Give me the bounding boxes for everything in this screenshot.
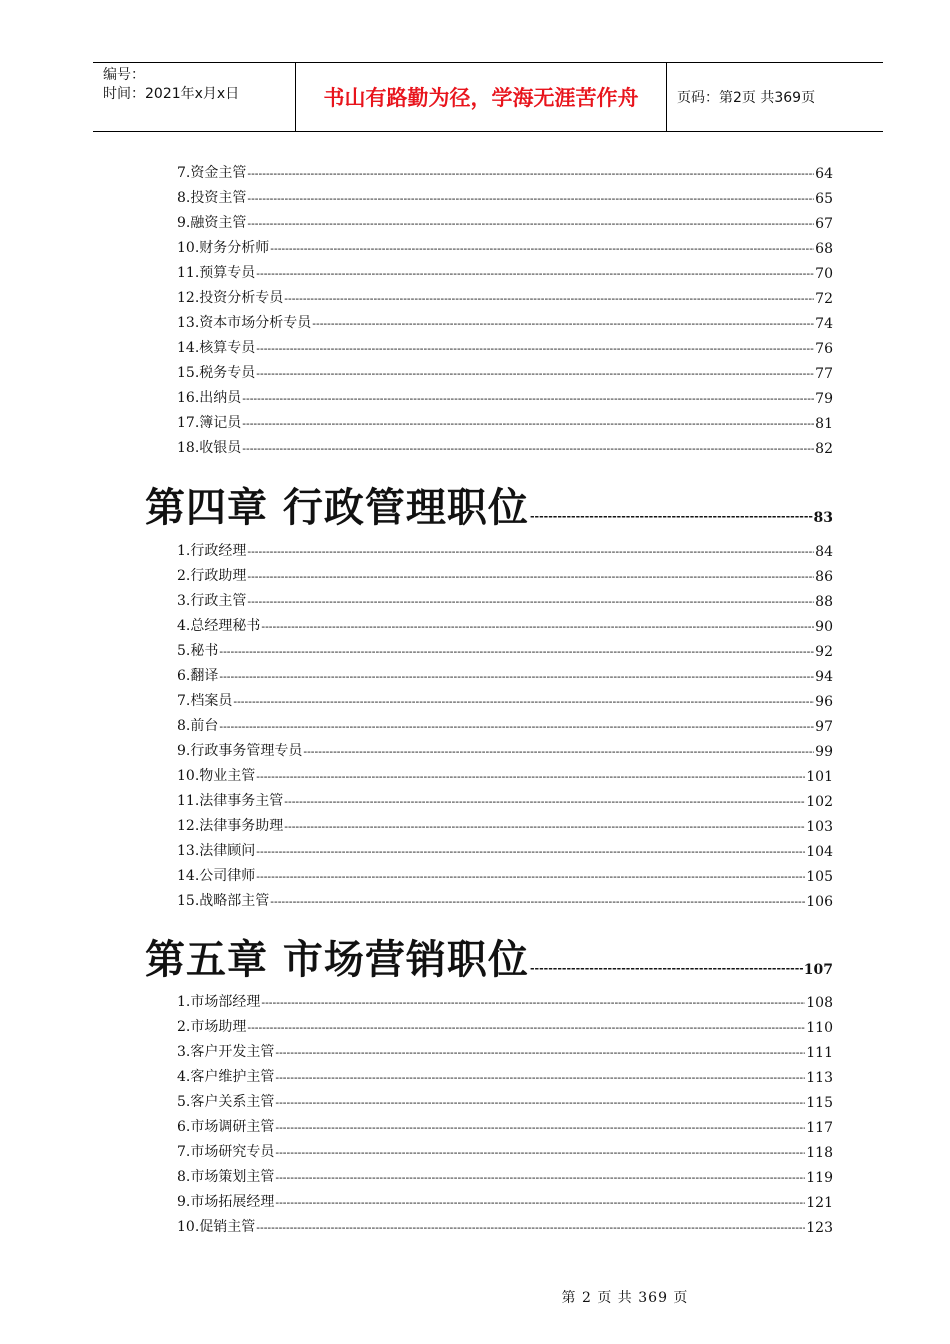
- toc-entry[interactable]: [177, 282, 833, 307]
- dot-leader: [270, 894, 805, 910]
- dot-leader: [242, 441, 814, 457]
- toc-entry-label: 13.资本市场分析专员: [177, 315, 312, 331]
- toc-entry[interactable]: [177, 407, 833, 432]
- toc-entry[interactable]: [177, 685, 833, 710]
- toc-entry[interactable]: [177, 1136, 833, 1161]
- dot-leader: [219, 644, 814, 660]
- toc-entry-label: 4.客户维护主管: [177, 1069, 275, 1085]
- dot-leader: [261, 619, 814, 635]
- dot-leader: [312, 316, 814, 332]
- toc-entry-page: 113: [806, 1070, 833, 1086]
- toc-entry-label: 9.市场拓展经理: [177, 1194, 275, 1210]
- dot-leader: [303, 744, 814, 760]
- page-header: [93, 62, 883, 132]
- dot-leader: [275, 1195, 805, 1211]
- toc-entry-page: 81: [815, 416, 833, 432]
- dot-leader: [275, 1145, 805, 1161]
- dot-leader: [247, 544, 814, 560]
- toc-entry[interactable]: [177, 1186, 833, 1211]
- toc-entry-label: 10.财务分析师: [177, 240, 270, 256]
- toc-entry[interactable]: [177, 307, 833, 332]
- toc-entry-page: 101: [806, 769, 833, 785]
- dot-leader: [256, 266, 814, 282]
- toc-entry-page: 74: [815, 316, 833, 332]
- toc-entry[interactable]: [177, 610, 833, 635]
- dot-leader: [256, 1220, 805, 1236]
- toc-entry-label: 1.市场部经理: [177, 994, 261, 1010]
- toc-entry[interactable]: [177, 810, 833, 835]
- toc-entry-page: 84: [815, 544, 833, 560]
- toc-entry-page: 90: [815, 619, 833, 635]
- toc-entry-page: 76: [815, 341, 833, 357]
- toc-entry[interactable]: [177, 1061, 833, 1086]
- toc-entry-page: 111: [806, 1045, 833, 1061]
- dot-leader: [242, 416, 814, 432]
- toc-entry-page: 123: [806, 1220, 833, 1236]
- toc-entry[interactable]: [177, 1161, 833, 1186]
- toc-entry-label: 16.出纳员: [177, 390, 242, 406]
- toc-entry-page: 115: [806, 1095, 833, 1111]
- toc-entry[interactable]: [177, 660, 833, 685]
- toc-entry-page: 86: [815, 569, 833, 585]
- toc-entry[interactable]: [177, 207, 833, 232]
- toc-entry-label: 14.核算专员: [177, 340, 256, 356]
- toc-entry[interactable]: [177, 986, 833, 1011]
- dot-leader: [256, 769, 805, 785]
- dot-leader: [275, 1120, 805, 1136]
- dot-leader: [256, 869, 805, 885]
- toc-entry-page: 88: [815, 594, 833, 610]
- toc-entry-label: 11.法律事务主管: [177, 793, 284, 809]
- toc-entry-page: 104: [806, 844, 833, 860]
- toc-entry-label: 8.前台: [177, 718, 219, 734]
- chapter-title: 第五章 市场营销职位: [145, 936, 529, 983]
- dot-leader: [233, 694, 814, 710]
- toc-entry-page: 102: [806, 794, 833, 810]
- toc-entry-label: 4.总经理秘书: [177, 618, 261, 634]
- dot-leader: [256, 366, 814, 382]
- toc-entry[interactable]: [177, 710, 833, 735]
- toc-entry-label: 6.翻译: [177, 668, 219, 684]
- dot-leader: [219, 719, 814, 735]
- toc-entry-label: 6.市场调研主管: [177, 1119, 275, 1135]
- toc-section-marketing: [177, 986, 833, 1236]
- footer-page-number: 第 2 页 共 369 页: [561, 1290, 689, 1306]
- dot-leader: [247, 569, 814, 585]
- dot-leader: [247, 191, 814, 207]
- header-page-label: 页码：第2页 共369页: [677, 90, 816, 106]
- toc-section-finance: [177, 157, 833, 457]
- toc-entry-page: 94: [815, 669, 833, 685]
- toc-entry-page: 92: [815, 644, 833, 660]
- toc-entry[interactable]: [177, 1111, 833, 1136]
- toc-entry-label: 7.市场研究专员: [177, 1144, 275, 1160]
- chapter-page: 83: [813, 510, 833, 526]
- toc-entry-label: 15.税务专员: [177, 365, 256, 381]
- toc-entry-label: 10.物业主管: [177, 768, 256, 784]
- dot-leader: [256, 341, 814, 357]
- toc-entry[interactable]: [177, 182, 833, 207]
- toc-entry-page: 103: [806, 819, 833, 835]
- toc-entry-label: 10.促销主管: [177, 1219, 256, 1235]
- toc-entry-label: 2.行政助理: [177, 568, 247, 584]
- toc-entry[interactable]: [177, 157, 833, 182]
- toc-entry-label: 11.预算专员: [177, 265, 256, 281]
- toc-entry-page: 82: [815, 441, 833, 457]
- toc-entry[interactable]: [177, 760, 833, 785]
- dot-leader: [247, 1020, 805, 1036]
- header-meta: [93, 63, 295, 131]
- toc-entry-label: 13.法律顾问: [177, 843, 256, 859]
- toc-entry[interactable]: [177, 357, 833, 382]
- toc-entry[interactable]: [177, 885, 833, 910]
- dot-leader: [247, 594, 814, 610]
- toc-entry[interactable]: [177, 232, 833, 257]
- toc-entry-label: 12.投资分析专员: [177, 290, 284, 306]
- toc-entry-page: 99: [815, 744, 833, 760]
- toc-entry-page: 97: [815, 719, 833, 735]
- dot-leader: [242, 391, 814, 407]
- toc-entry-page: 118: [806, 1145, 833, 1161]
- dot-leader: [275, 1045, 805, 1061]
- toc-entry-label: 15.战略部主管: [177, 893, 270, 909]
- dot-leader: [270, 241, 814, 257]
- chapter-title: 第四章 行政管理职位: [145, 484, 529, 531]
- number-label: 编号：: [103, 67, 145, 83]
- toc-entry-page: 79: [815, 391, 833, 407]
- toc-entry-label: 8.投资主管: [177, 190, 247, 206]
- toc-entry[interactable]: [177, 257, 833, 282]
- time-label: 时间：2021年x月x日: [103, 86, 240, 102]
- toc-entry-page: 68: [815, 241, 833, 257]
- chapter-page: 107: [803, 962, 833, 978]
- toc-entry-label: 2.市场助理: [177, 1019, 247, 1035]
- toc-section-admin: [177, 535, 833, 910]
- dot-leader: [219, 669, 814, 685]
- dot-leader: [247, 166, 814, 182]
- dot-leader: [530, 962, 803, 976]
- toc-entry[interactable]: [177, 585, 833, 610]
- dot-leader: [284, 819, 805, 835]
- toc-entry-label: 18.收银员: [177, 440, 242, 456]
- toc-entry[interactable]: [177, 635, 833, 660]
- toc-entry-page: 110: [806, 1020, 833, 1036]
- toc-entry-label: 3.客户开发主管: [177, 1044, 275, 1060]
- toc-entry[interactable]: [177, 432, 833, 457]
- dot-leader: [284, 794, 805, 810]
- toc-entry-label: 9.融资主管: [177, 215, 247, 231]
- toc-entry[interactable]: [177, 560, 833, 585]
- toc-entry-page: 65: [815, 191, 833, 207]
- toc-entry-label: 9.行政事务管理专员: [177, 743, 303, 759]
- toc-entry-page: 72: [815, 291, 833, 307]
- header-motto: 书山有路勤为径，学海无涯苦作舟: [295, 63, 667, 131]
- toc-entry-label: 7.档案员: [177, 693, 233, 709]
- page-footer: [0, 1287, 950, 1307]
- toc-entry[interactable]: [177, 1036, 833, 1061]
- toc-entry[interactable]: [177, 332, 833, 357]
- toc-entry-page: 67: [815, 216, 833, 232]
- chapter-heading-5[interactable]: [145, 930, 833, 982]
- dot-leader: [256, 844, 805, 860]
- toc-entry[interactable]: [177, 835, 833, 860]
- toc-entry-page: 96: [815, 694, 833, 710]
- toc-entry[interactable]: [177, 1086, 833, 1111]
- toc-entry-page: 64: [815, 166, 833, 182]
- toc-entry-label: 8.市场策划主管: [177, 1169, 275, 1185]
- toc-entry[interactable]: [177, 382, 833, 407]
- dot-leader: [530, 510, 813, 524]
- toc-entry-page: 117: [806, 1120, 833, 1136]
- toc-entry-page: 121: [806, 1195, 833, 1211]
- toc-entry[interactable]: [177, 1211, 833, 1236]
- toc-entry[interactable]: [177, 785, 833, 810]
- toc-entry[interactable]: [177, 735, 833, 760]
- toc-entry-label: 3.行政主管: [177, 593, 247, 609]
- toc-entry-page: 119: [806, 1170, 833, 1186]
- toc-entry-page: 70: [815, 266, 833, 282]
- toc-entry-label: 17.簿记员: [177, 415, 242, 431]
- toc-entry-label: 1.行政经理: [177, 543, 247, 559]
- toc-entry-page: 106: [806, 894, 833, 910]
- toc-entry-label: 14.公司律师: [177, 868, 256, 884]
- toc-entry-label: 12.法律事务助理: [177, 818, 284, 834]
- dot-leader: [275, 1095, 805, 1111]
- toc-entry-page: 108: [806, 995, 833, 1011]
- toc-entry-label: 5.客户关系主管: [177, 1094, 275, 1110]
- toc-entry[interactable]: [177, 535, 833, 560]
- chapter-heading-4[interactable]: [145, 478, 833, 530]
- toc-entry-label: 5.秘书: [177, 643, 219, 659]
- toc-entry[interactable]: [177, 860, 833, 885]
- toc-entry[interactable]: [177, 1011, 833, 1036]
- toc-entry-label: 7.资金主管: [177, 165, 247, 181]
- dot-leader: [275, 1170, 805, 1186]
- toc-entry-page: 77: [815, 366, 833, 382]
- dot-leader: [247, 216, 814, 232]
- toc-entry-page: 105: [806, 869, 833, 885]
- dot-leader: [275, 1070, 805, 1086]
- dot-leader: [261, 995, 805, 1011]
- dot-leader: [284, 291, 814, 307]
